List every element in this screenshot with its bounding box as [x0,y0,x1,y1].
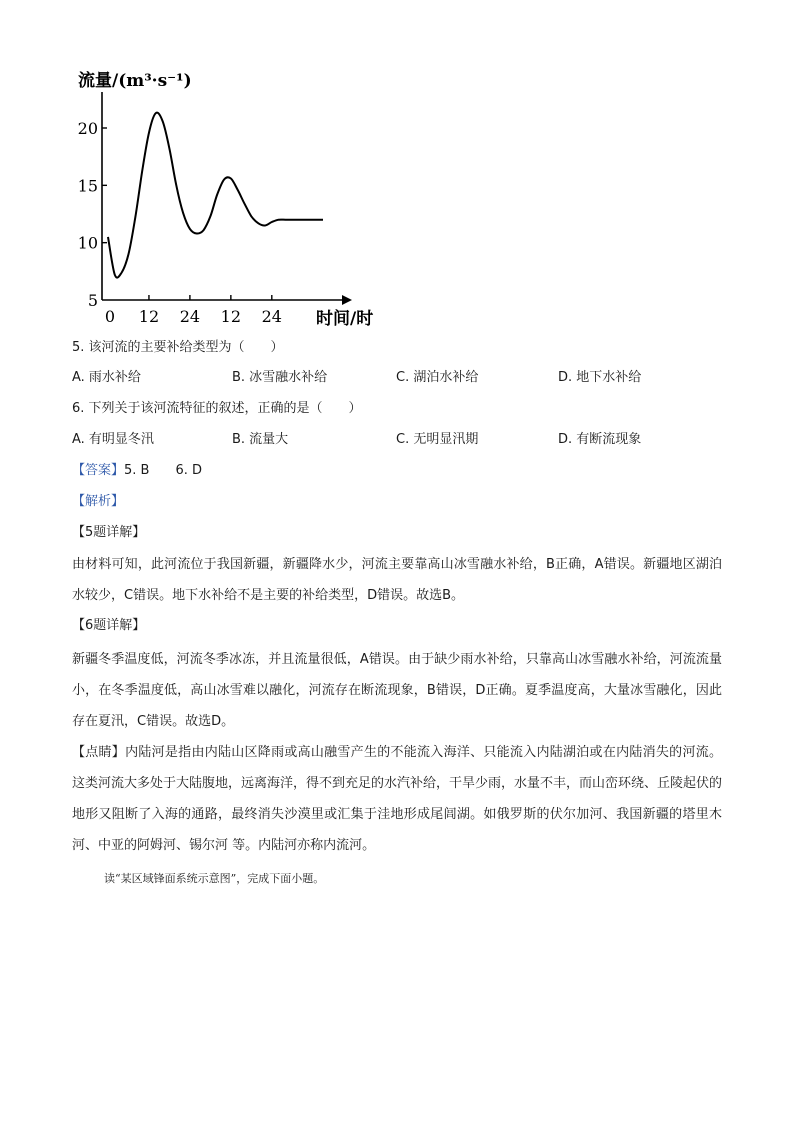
analysis-tag: 【解析】 [72,494,125,509]
note-paragraph [72,737,722,861]
q5-option-c[interactable]: C. 湖泊水补给 [396,370,479,385]
x-tick-label: 24 [261,307,282,326]
discharge-curve [108,113,323,278]
y-tick-label: 10 [77,233,98,253]
y-tick-label: 15 [77,176,98,196]
x-axis-label: 时间/时 [316,309,374,329]
detail-5-text: 由材料可知，此河流位于我国新疆，新疆降水少，河流主要靠高山冰雪融水补给，B正确，A错误。新疆地区湖泊水较少，C错误。地下水补给不是主要的补给类型，D错误。故选B。 [72,557,722,603]
q6-option-a[interactable]: A. 有明显冬汛 [72,432,154,447]
note-tag: 【点睛】 [72,745,126,760]
q6-option-b[interactable]: B. 流量大 [232,432,289,447]
question-6-stem: 6. 下列关于该河流特征的叙述，正确的是（ ） [72,401,362,416]
q6-option-d[interactable]: D. 有断流现象 [558,432,642,447]
answer-line [72,461,202,481]
next-question-intro: 读“某区域锋面系统示意图”，完成下面小题。 [104,872,325,885]
y-axis-label: 流量/(m³·s⁻¹) [78,71,192,91]
answer-text: 5. B 6. D [124,463,203,478]
note-text: 内陆河是指由内陆山区降雨或高山融雪产生的不能流入海洋、只能流入内陆湖泊或在内陆消失的河流。这类河流大多处于大陆腹地，远离海洋，得不到充足的水汽补给，干旱少雨，水量不丰，而山峦环绕、丘陵起伏的地形又阻断了入海的通路，最终消失沙漠里或汇集于洼地形成尾闾湖。如俄罗斯的伏尔加河、我国新疆的塔里木河、中亚的阿姆河、锡尔河 等。内陆河亦称内流河。 [72,745,723,853]
detail-6-heading: 【6题详解】 [72,618,146,633]
question-5-stem: 5. 该河流的主要补给类型为（ ） [72,340,284,355]
y-tick-label: 20 [77,119,98,138]
y-tick-label: 5 [87,291,98,310]
q5-option-b[interactable]: B. 冰雪融水补给 [232,370,328,385]
discharge-chart [70,62,390,337]
q5-option-a[interactable]: A. 雨水补给 [72,370,141,385]
detail-6-text: 新疆冬季温度低，河流冬季冰冻，并且流量很低，A错误。由于缺少雨水补给，只靠高山冰雪融水补给，河流流量小，在冬季温度低，高山冰雪难以融化，河流存在断流现象，B错误，D正确。夏季温度高，大量冰雪融化，因此存在夏汛，C错误。故选D。 [72,652,722,729]
analysis-line [72,492,124,512]
x-tick-label: 12 [220,307,242,326]
x-tick-label: 0 [104,307,116,326]
x-tick-label: 24 [179,307,201,326]
x-tick-label: 12 [138,307,160,326]
detail-5-heading: 【5题详解】 [72,525,146,540]
answer-tag: 【答案】 [72,463,125,478]
x-axis-arrow [342,295,352,305]
q6-option-c[interactable]: C. 无明显汛期 [396,432,479,447]
q5-option-d[interactable]: D. 地下水补给 [558,370,642,385]
